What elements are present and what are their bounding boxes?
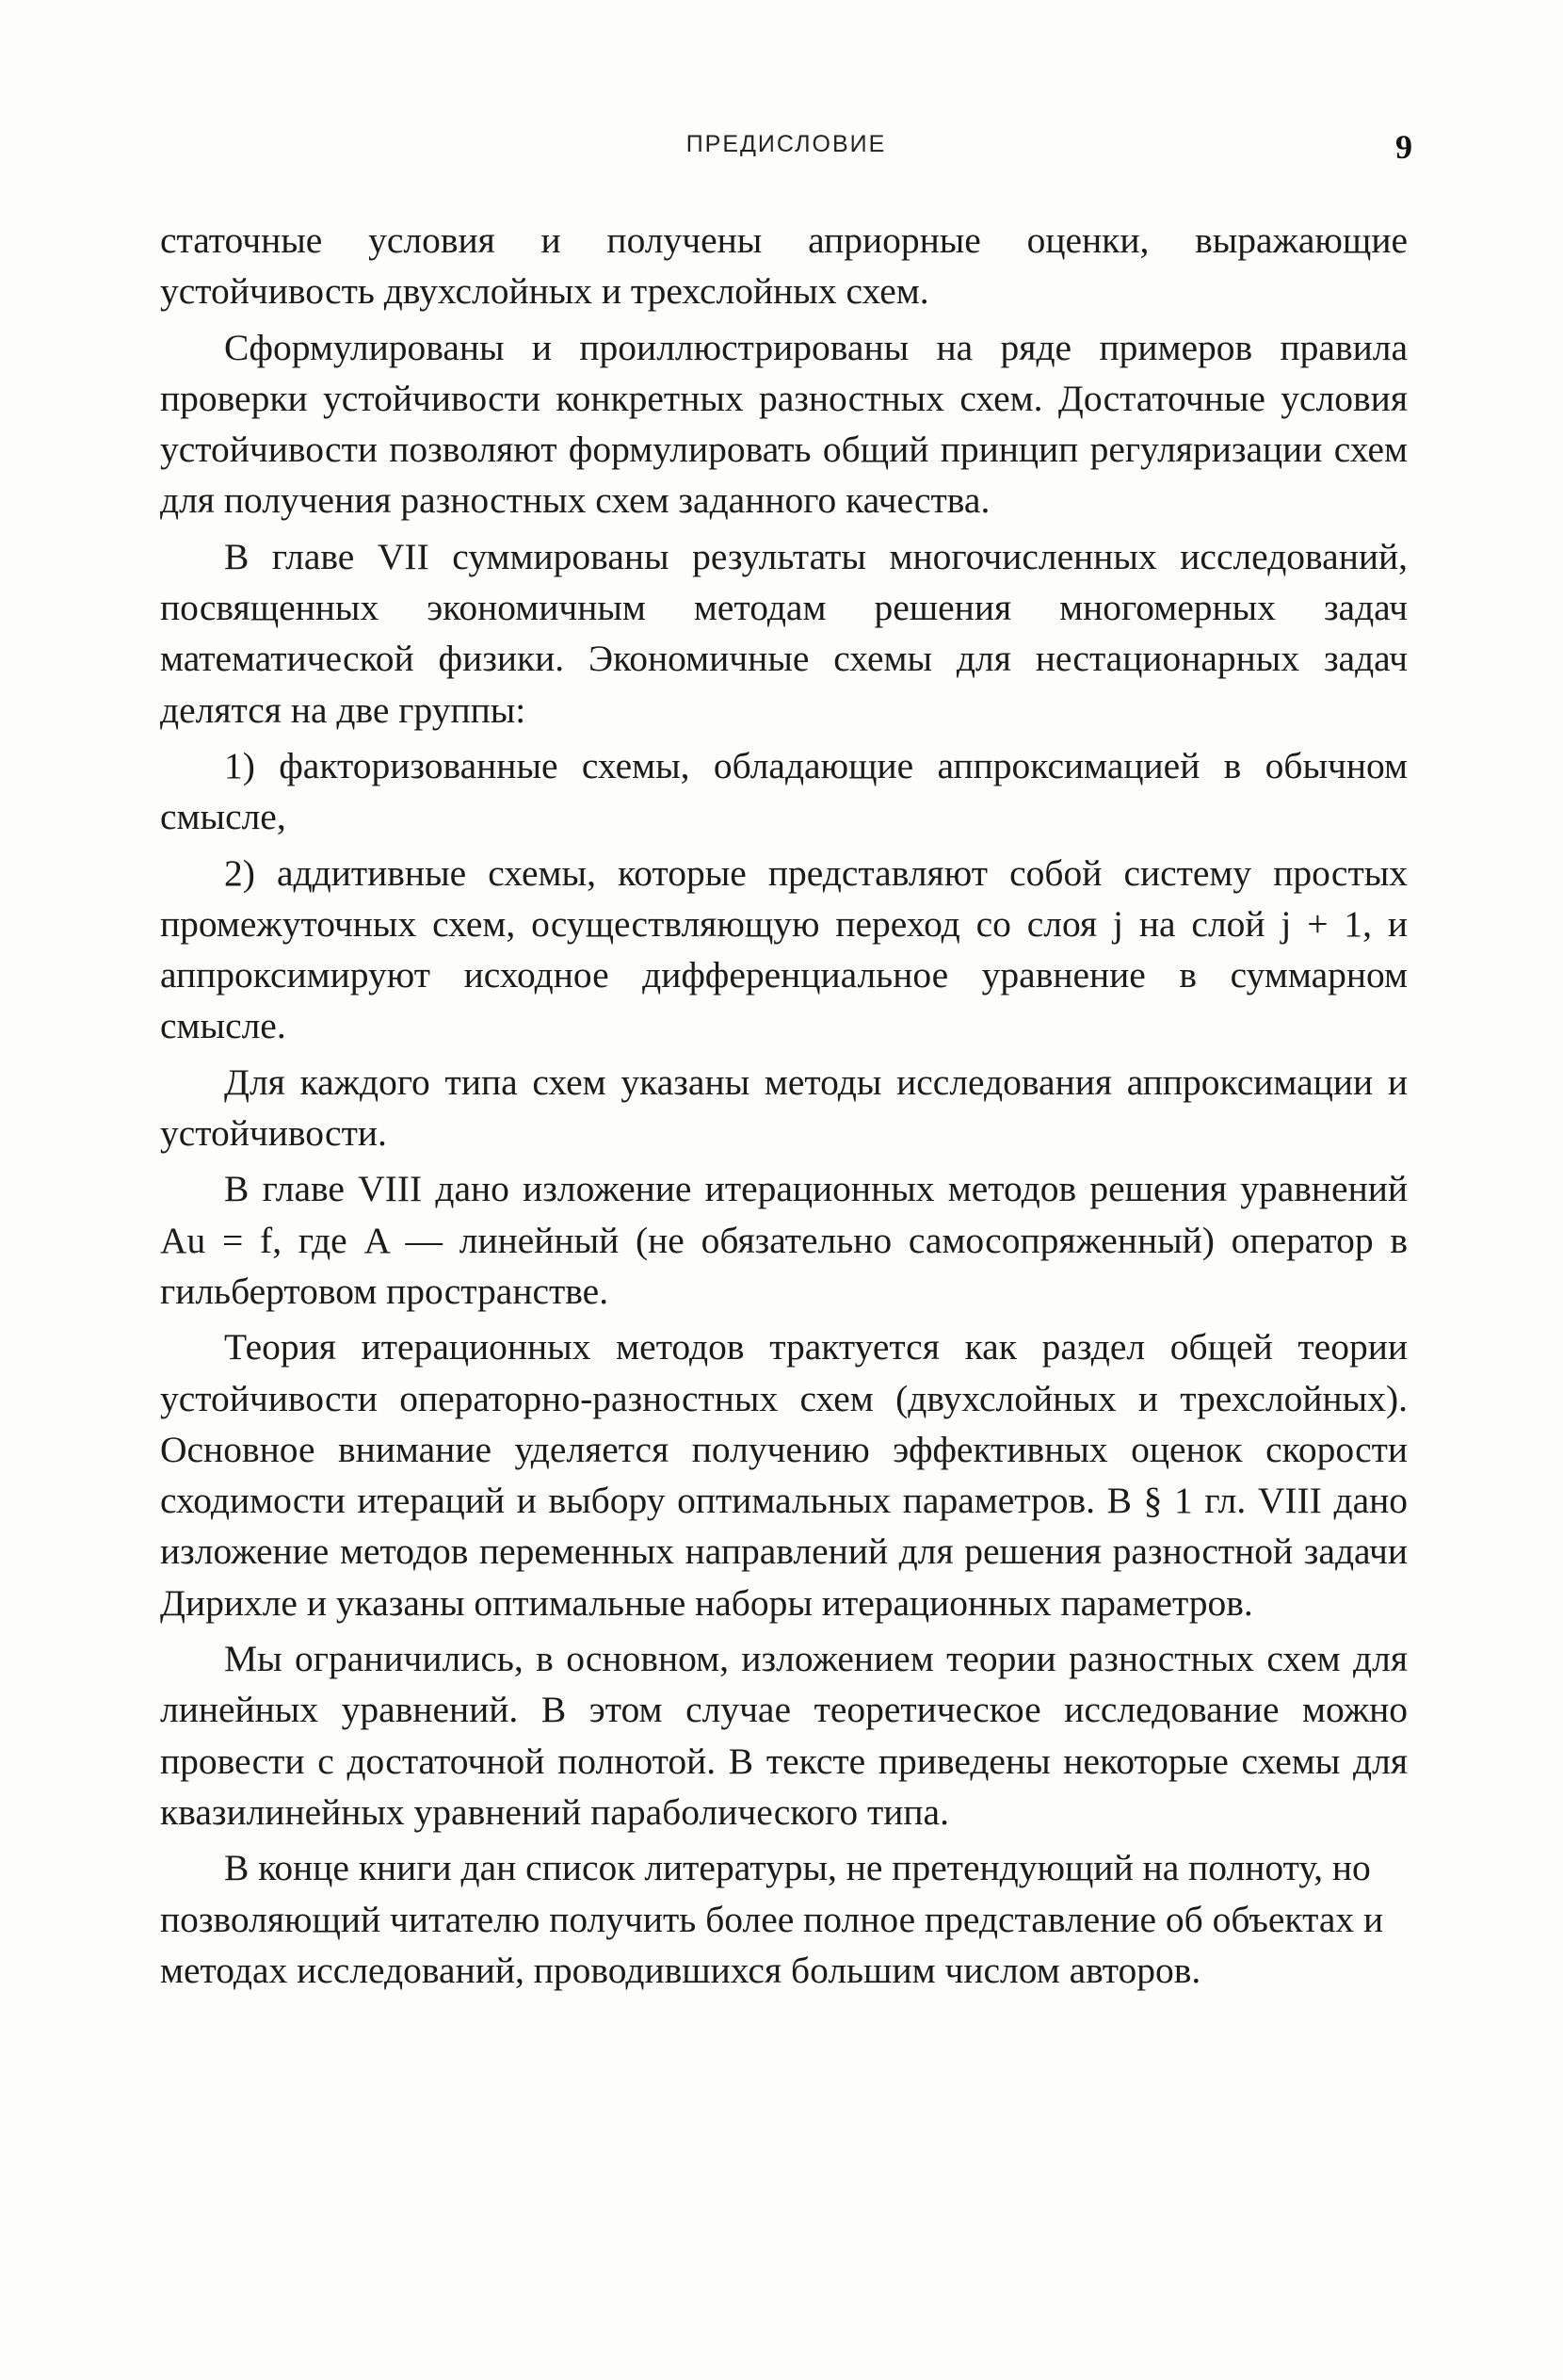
- running-head: [160, 127, 1412, 165]
- paragraph-bibliography: В конце книги дан список литературы, не претендующий на полноту, но позволяющий читателю получить более полное представление об объектах и методах исследований, проводившихся большим числом авторов.: [160, 1847, 1384, 1991]
- list-item-additive-schemes: 2) аддитивные схемы, которые представляют собой систему простых промежуточных схем, осуществляющую переход со слоя j на слой j + 1, и аппроксимируют исходное дифференциальное уравнение в суммарном смысле.: [160, 851, 1408, 1047]
- paragraph-approximation-methods: Для каждого типа схем указаны методы исследования аппроксимации и устойчивости.: [160, 1060, 1408, 1155]
- paragraph-stability-rules: Сформулированы и проиллюстрированы на ряде примеров правила проверки устойчивости конкретных разностных схем. Достаточные условия устойчивости позволяют формулировать общий принцип регуляризации схем для получения разностных схем заданного качества.: [160, 326, 1408, 522]
- running-title: ПРЕДИСЛОВИЕ: [685, 131, 887, 157]
- page-number: 9: [1395, 128, 1412, 166]
- paragraph-linear-equations: Мы ограничились, в основном, изложением теории разностных схем для линейных уравнений. В этом случае теоретическое исследование можно провести с достаточной полнотой. В тексте приведены некоторые схемы для квазилинейных уравнений параболического типа.: [160, 1638, 1408, 1833]
- paragraph-chapter-8: В главе VIII дано изложение итерационных методов решения уравнений Au = f, где A — линейный (не обязательно самосопряженный) оператор в гильбертовом пространстве.: [160, 1168, 1408, 1312]
- paragraph-continuation: статочные условия и получены априорные оценки, выражающие устойчивость двухслойных и трехслойных схем.: [160, 219, 1408, 313]
- text-body: [160, 215, 1408, 2000]
- list-item-factorized-schemes: 1) факторизованные схемы, обладающие аппроксимацией в обычном смысле,: [160, 744, 1408, 838]
- paragraph-chapter-7: В главе VII суммированы результаты многочисленных исследований, посвященных экономичным методам решения многомерных задач математической физики. Экономичные схемы для нестационарных задач делятся на две группы:: [160, 535, 1408, 731]
- paragraph-iterative-theory: Теория итерационных методов трактуется как раздел общей теории устойчивости операторно-разностных схем (двухслойных и трехслойных). Основное внимание уделяется получению эффективных оценок скорости сходимости итераций и выбору оптимальных параметров. В § 1 гл. VIII дано изложение методов переменных направлений для решения разностной задачи Дирихле и указаны оптимальные наборы итерационных параметров.: [160, 1326, 1408, 1624]
